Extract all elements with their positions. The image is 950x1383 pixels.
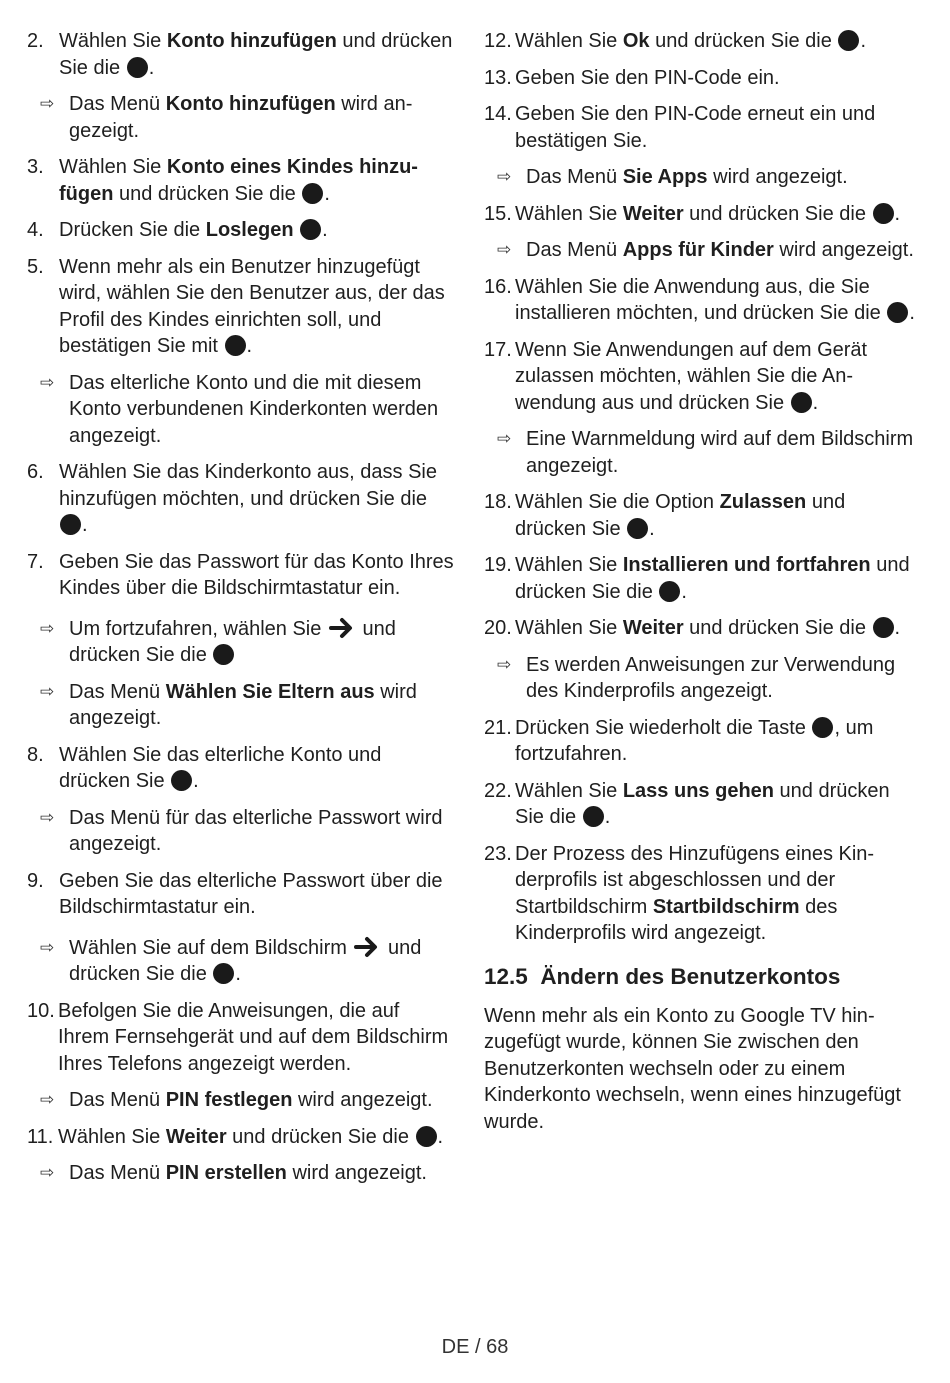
result-arrow-icon: ⇨ — [40, 618, 55, 638]
right-arrow-icon — [329, 617, 355, 639]
ok-button-icon — [302, 183, 323, 204]
result-15: ⇨ Das Menü Apps für Kinder wird angezeigt. — [484, 237, 920, 264]
result-8: ⇨ Das Menü für das elterliche Passwort wird angezeigt. — [27, 805, 455, 858]
result-arrow-icon: ⇨ — [40, 1090, 55, 1109]
result-10: ⇨ Das Menü PIN festlegen wird angezeigt. — [27, 1087, 455, 1114]
result-20: ⇨ Es werden Anweisungen zur Verwendung des Kinderprofils angezeigt. — [484, 652, 920, 705]
right-column — [484, 28, 920, 1135]
step-18: 18. Wählen Sie die Option Zulassen und drücken Sie . — [484, 491, 846, 540]
step-22: 22. Wählen Sie Lass uns gehen und drücken Sie die . — [484, 779, 890, 828]
left-column — [27, 28, 455, 1197]
step-11: 11. Wählen Sie Weiter und drücken Sie die . — [27, 1125, 444, 1148]
section-paragraph: Wenn mehr als ein Konto zu Google TV hinzugefügt wurde, können Sie zwischen den Benutzerkonten wechseln oder zu einem Kinderkonto wechseln, wenn eines hinzugefügt wurde. — [484, 1004, 901, 1133]
ok-button-icon — [812, 717, 833, 738]
result-arrow-icon: ⇨ — [497, 240, 512, 259]
step-16: 16. Wählen Sie die Anwendung aus, die Sie installieren möchten, und drücken Sie die . — [484, 275, 915, 324]
result-arrow-icon: ⇨ — [40, 1163, 55, 1182]
step-20: 20. Wählen Sie Weiter und drücken Sie die . — [484, 617, 901, 639]
page-footer: DE / 68 — [441, 1336, 509, 1358]
step-23: 23. Der Prozess des Hinzufügens eines Kinderprofils ist abgeschlossen und der Startbildschirm Startbildschirm des Kinderprofils wird angezeigt. — [484, 842, 875, 944]
ok-button-icon — [873, 617, 894, 638]
result-11: ⇨ Das Menü PIN erstellen wird angezeigt. — [27, 1160, 455, 1187]
result-arrow-icon: ⇨ — [40, 94, 55, 113]
ok-button-icon — [416, 1126, 437, 1147]
ok-button-icon — [583, 806, 604, 827]
result-7a: ⇨ Um fortzufahren, wählen Sie und drücken Sie die — [27, 616, 455, 669]
ok-button-icon — [838, 30, 859, 51]
result-arrow-icon: ⇨ — [40, 807, 55, 827]
step-15: 15. Wählen Sie Weiter und drücken Sie die . — [484, 202, 901, 225]
ok-button-icon — [627, 518, 648, 539]
section-heading: 12.5 Ändern des Benutzerkontos — [484, 963, 841, 989]
result-arrow-icon: ⇨ — [497, 429, 512, 448]
ok-button-icon — [873, 203, 894, 224]
result-arrow-icon: ⇨ — [40, 937, 55, 957]
result-arrow-icon: ⇨ — [497, 654, 512, 674]
result-arrow-icon: ⇨ — [40, 372, 55, 392]
step-21: 21. Drücken Sie wiederholt die Taste , um fortzufahren. — [484, 716, 874, 765]
result-5: ⇨ Das elterliche Konto und die mit diesem Konto verbundenen Kinderkonten werden angezeigt. — [27, 370, 455, 450]
step-3: 3. Wählen Sie Konto eines Kindes hinzufügen und drücken Sie die . — [27, 156, 418, 205]
step-8: 8. Wählen Sie das elterliche Konto und drücken Sie . — [27, 743, 382, 792]
result-17: ⇨ Eine Warnmeldung wird auf dem Bildschirm angezeigt. — [484, 426, 920, 479]
ok-button-icon — [213, 644, 234, 665]
step-5: 5. Wenn mehr als ein Benutzer hinzugefügt wird, wählen Sie den Benutzer aus, der das Profil des Kindes einrichten soll, und bestätigen Sie mit . — [27, 255, 445, 357]
ok-button-icon — [127, 57, 148, 78]
step-7: 7. Geben Sie das Passwort für das Konto Ihres Kindes über die Bildschirmtastatur ein. — [27, 550, 454, 599]
result-7b: ⇨ Das Menü Wählen Sie Eltern aus wird angezeigt. — [27, 679, 455, 732]
step-14: 14. Geben Sie den PIN-Code erneut ein und bestätigen Sie. — [484, 103, 876, 152]
ok-button-icon — [225, 335, 246, 356]
ok-button-icon — [213, 963, 234, 984]
step-12: 12. Wählen Sie Ok und drücken Sie die . — [484, 30, 866, 52]
ok-button-icon — [887, 302, 908, 323]
result-9: ⇨ Wählen Sie auf dem Bildschirm und drücken Sie die . — [27, 935, 455, 988]
step-4: 4. Drücken Sie die Loslegen . — [27, 219, 328, 241]
ok-button-icon — [300, 219, 321, 240]
right-arrow-icon — [354, 936, 380, 958]
result-arrow-icon: ⇨ — [497, 167, 512, 186]
step-6: 6. Wählen Sie das Kinderkonto aus, dass Sie hinzufügen möchten, und drücken Sie die . — [27, 461, 437, 536]
step-13: 13. Geben Sie den PIN-Code ein. — [484, 66, 780, 89]
step-10: 10. Befolgen Sie die Anweisungen, die auf Ihrem Fernsehgerät und auf dem Bildschirm Ihres Telefons angezeigt werden. — [27, 999, 449, 1075]
result-2: ⇨ Das Menü Konto hinzufügen wird angezeigt. — [27, 91, 455, 144]
step-19: 19. Wählen Sie Installieren und fortfahren und drücken Sie die . — [484, 554, 910, 603]
result-14: ⇨ Das Menü Sie Apps wird angezeigt. — [484, 164, 920, 191]
step-2: 2. Wählen Sie Konto hinzufügen und drücken Sie die . — [27, 30, 453, 79]
ok-button-icon — [171, 770, 192, 791]
ok-button-icon — [791, 392, 812, 413]
step-17: 17. Wenn Sie Anwendungen auf dem Gerät zulassen möchten, wählen Sie die Anwendung aus und drücken Sie . — [484, 338, 868, 414]
ok-button-icon — [60, 514, 81, 535]
result-arrow-icon: ⇨ — [40, 681, 55, 701]
ok-button-icon — [659, 581, 680, 602]
step-9: 9. Geben Sie das elterliche Passwort über die Bildschirmtastatur ein. — [27, 869, 443, 918]
